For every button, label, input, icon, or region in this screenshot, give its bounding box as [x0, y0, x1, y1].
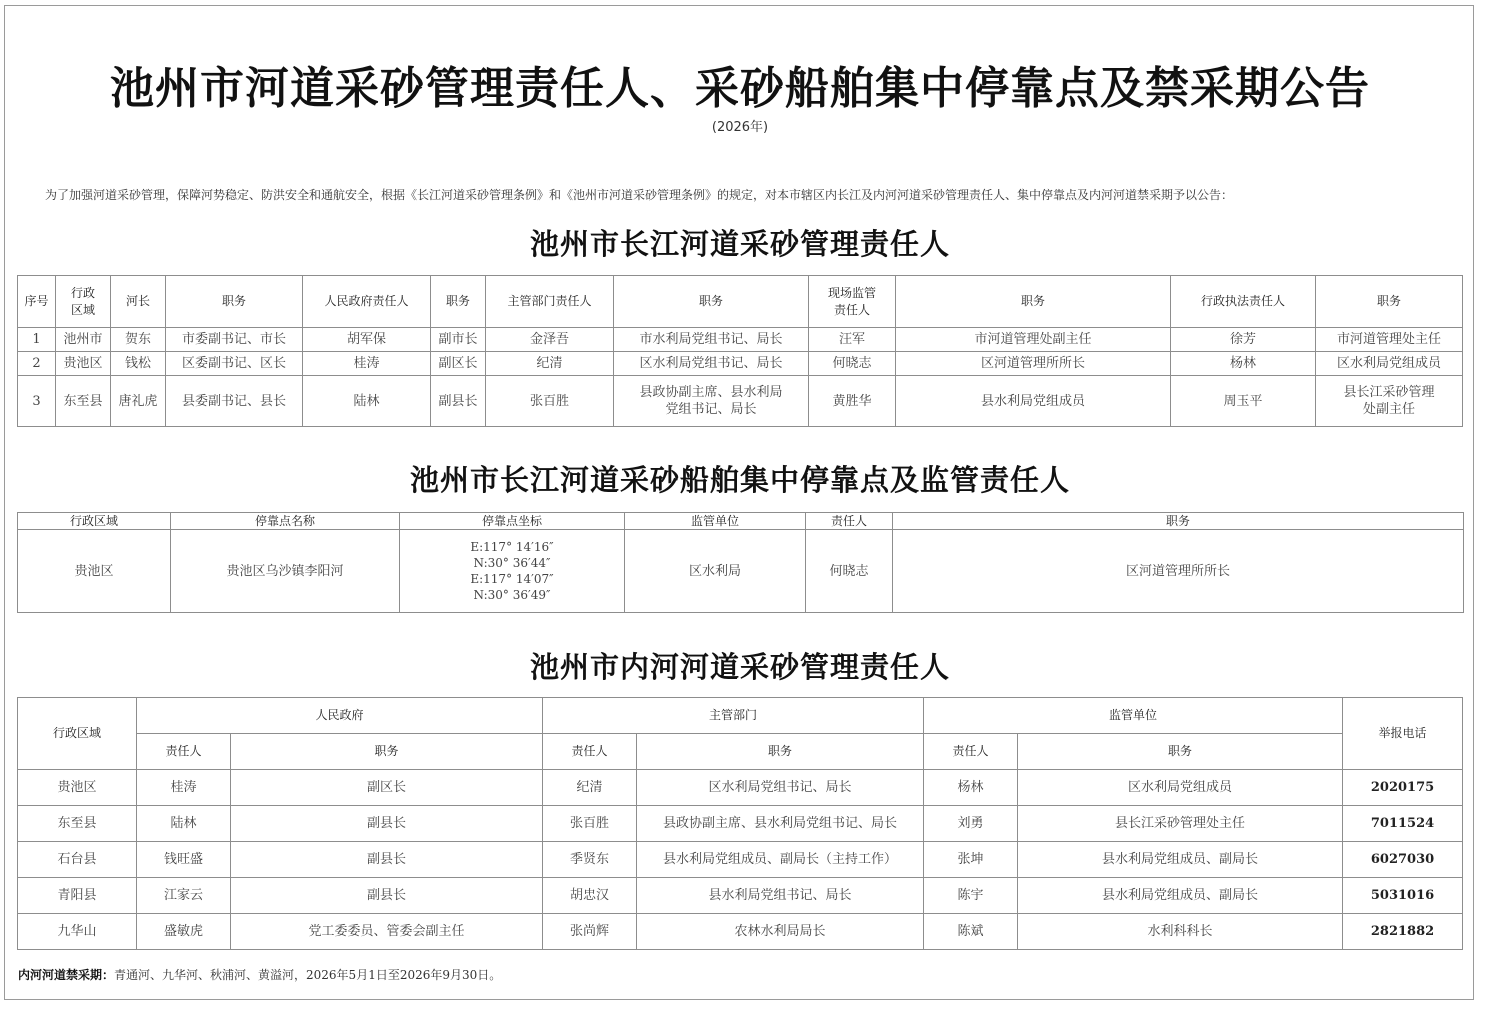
table-cell: 副区长: [431, 352, 486, 376]
table-cell: 盛敏虎: [137, 914, 231, 950]
table-cell: 纪清: [486, 352, 614, 376]
table-cell: 胡忠汉: [543, 878, 637, 914]
table-cell: 副县长: [231, 842, 543, 878]
inland-river-responsible-table: [17, 697, 1463, 950]
table-cell: 贵池区: [18, 770, 137, 806]
table-header-row: [18, 698, 1463, 734]
table-cell: 杨林: [924, 770, 1018, 806]
table-cell: 何晓志: [806, 530, 893, 613]
col-header: 停靠点坐标: [400, 513, 625, 530]
table-cell: 东至县: [56, 376, 111, 427]
year-label: (2026年): [711, 120, 769, 135]
coordinate-line: E:117° 14′16″: [470, 540, 554, 554]
col-header: 河长: [111, 276, 166, 328]
col-header: 责任人: [806, 513, 893, 530]
yangtze-responsible-table: [17, 275, 1463, 427]
section2-title: 池州市长江河道采砂船舶集中停靠点及监管责任人: [409, 463, 1070, 497]
table-cell: 贺东: [111, 328, 166, 352]
table-row: [18, 352, 1463, 376]
phone-cell: 5031016: [1343, 878, 1463, 914]
table-cell: 刘勇: [924, 806, 1018, 842]
table-header-row: [18, 276, 1463, 328]
col-header: 职务: [1018, 734, 1343, 770]
table-cell: 张坤: [924, 842, 1018, 878]
table-cell: 区水利局党组书记、局长: [637, 770, 924, 806]
table-cell: 副县长: [431, 376, 486, 427]
phone-cell: 2020175: [1343, 770, 1463, 806]
table-cell: 江家云: [137, 878, 231, 914]
table-cell: 3: [18, 376, 56, 427]
table-cell: 何晓志: [809, 352, 896, 376]
table-cell: 县委副书记、县长: [166, 376, 303, 427]
col-header: 序号: [18, 276, 56, 328]
table-cell: 纪清: [543, 770, 637, 806]
table-cell: 唐礼虎: [111, 376, 166, 427]
table-cell: 张百胜: [543, 806, 637, 842]
phone-cell: 2821882: [1343, 914, 1463, 950]
col-header: 停靠点名称: [171, 513, 400, 530]
table-row: [18, 530, 1464, 613]
table-cell: 胡军保: [303, 328, 431, 352]
table-cell: 钱松: [111, 352, 166, 376]
table-cell: 农林水利局局长: [637, 914, 924, 950]
table-cell: 陈斌: [924, 914, 1018, 950]
page-title: 池州市河道采砂管理责任人、采砂船舶集中停靠点及禁采期公告: [110, 63, 1370, 114]
section3-title: 池州市内河河道采砂管理责任人: [529, 650, 950, 684]
table-cell: 市委副书记、市长: [166, 328, 303, 352]
table-cell: 钱旺盛: [137, 842, 231, 878]
col-header: 行政区域: [18, 513, 171, 530]
ban-period-note: [18, 966, 501, 983]
table-cell: 贵池区: [56, 352, 111, 376]
table-row: [18, 914, 1463, 950]
col-header: 职务: [231, 734, 543, 770]
table-cell: 1: [18, 328, 56, 352]
table-cell: 区水利局党组成员: [1018, 770, 1343, 806]
table-row: [18, 842, 1463, 878]
col-header: 主管部门责任人: [486, 276, 614, 328]
table-cell: 县水利局党组成员、副局长: [1018, 842, 1343, 878]
col-header: 职务: [614, 276, 809, 328]
table-row: [18, 770, 1463, 806]
table-cell: 池州市: [56, 328, 111, 352]
table-cell: 徐芳: [1171, 328, 1316, 352]
table-cell: 县长江采砂管理处副主任: [1316, 376, 1463, 427]
col-header: 人民政府责任人: [303, 276, 431, 328]
table-cell: 市河道管理处副主任: [896, 328, 1171, 352]
table-row: [18, 878, 1463, 914]
table-cell: 副区长: [231, 770, 543, 806]
col-header: 现场监管责任人: [809, 276, 896, 328]
table-cell: 市河道管理处主任: [1316, 328, 1463, 352]
table-cell: 县政协副主席、县水利局党组书记、局长: [614, 376, 809, 427]
table-cell: 九华山: [18, 914, 137, 950]
table-cell: 区委副书记、区长: [166, 352, 303, 376]
table-cell: 杨林: [1171, 352, 1316, 376]
table-cell: 县水利局党组成员、副局长（主持工作）: [637, 842, 924, 878]
table-cell: 贵池区乌沙镇李阳河: [171, 530, 400, 613]
table-row: [18, 806, 1463, 842]
table-cell: 区河道管理所所长: [893, 530, 1464, 613]
table-cell: 桂涛: [137, 770, 231, 806]
col-header: 职务: [431, 276, 486, 328]
table-cell: 区水利局: [625, 530, 806, 613]
col-header: 行政区域: [56, 276, 111, 328]
ban-period-label: 内河河道禁采期：: [18, 968, 115, 982]
table-cell: 副市长: [431, 328, 486, 352]
coordinate-line: E:117° 14′07″: [470, 572, 554, 586]
col-header: 责任人: [137, 734, 231, 770]
table-cell: 县政协副主席、县水利局党组书记、局长: [637, 806, 924, 842]
table-cell: 汪军: [809, 328, 896, 352]
col-header: 职务: [896, 276, 1171, 328]
table-subheader-row: [18, 734, 1463, 770]
table-cell: 副县长: [231, 878, 543, 914]
table-cell: 青阳县: [18, 878, 137, 914]
table-cell: 陈宇: [924, 878, 1018, 914]
table-cell: 贵池区: [18, 530, 171, 613]
table-cell: 陆林: [137, 806, 231, 842]
table-cell: 水利科科长: [1018, 914, 1343, 950]
table-cell: 陆林: [303, 376, 431, 427]
table-cell: 副县长: [231, 806, 543, 842]
table-cell: 市水利局党组书记、局长: [614, 328, 809, 352]
table-cell: 县水利局党组成员、副局长: [1018, 878, 1343, 914]
coordinate-line: N:30° 36′44″: [473, 556, 551, 570]
group-header: 监管单位: [924, 698, 1343, 734]
mooring-point-table: [17, 512, 1464, 613]
table-cell: 区水利局党组成员: [1316, 352, 1463, 376]
table-cell: 2: [18, 352, 56, 376]
table-cell: 季贤东: [543, 842, 637, 878]
table-row: [18, 328, 1463, 352]
col-header: 职务: [637, 734, 924, 770]
table-cell: 金泽吾: [486, 328, 614, 352]
col-header: 监管单位: [625, 513, 806, 530]
table-cell: 县水利局党组成员: [896, 376, 1171, 427]
table-header-row: [18, 513, 1464, 530]
coordinate-cell: [400, 530, 625, 613]
phone-cell: 6027030: [1343, 842, 1463, 878]
table-cell: 张百胜: [486, 376, 614, 427]
group-header: 人民政府: [137, 698, 543, 734]
table-cell: 县长江采砂管理处主任: [1018, 806, 1343, 842]
table-cell: 张尚辉: [543, 914, 637, 950]
table-cell: 桂涛: [303, 352, 431, 376]
col-header: 责任人: [924, 734, 1018, 770]
coordinate-line: N:30° 36′49″: [473, 588, 551, 602]
group-header: 主管部门: [543, 698, 924, 734]
col-header: 行政区域: [18, 698, 137, 770]
table-cell: 东至县: [18, 806, 137, 842]
table-row: [18, 376, 1463, 427]
table-cell: 黄胜华: [809, 376, 896, 427]
intro-paragraph: 为了加强河道采砂管理，保障河势稳定、防洪安全和通航安全，根据《长江河道采砂管理条例》和《池州市河道采砂管理条例》的规定，对本市辖区内长江及内河河道采砂管理责任人、集中停靠点及内河河道禁采期予以公告：: [45, 188, 1234, 202]
col-header: 举报电话: [1343, 698, 1463, 770]
table-cell: 区水利局党组书记、局长: [614, 352, 809, 376]
table-cell: 区河道管理所所长: [896, 352, 1171, 376]
phone-cell: 7011524: [1343, 806, 1463, 842]
section1-title: 池州市长江河道采砂管理责任人: [529, 227, 950, 261]
col-header: 行政执法责任人: [1171, 276, 1316, 328]
table-cell: 县水利局党组书记、局长: [637, 878, 924, 914]
col-header: 职务: [893, 513, 1464, 530]
col-header: 职务: [1316, 276, 1463, 328]
ban-period-text: 青通河、九华河、秋浦河、黄溢河，2026年5月1日至2026年9月30日。: [114, 968, 502, 982]
table-cell: 党工委委员、管委会副主任: [231, 914, 543, 950]
table-cell: 周玉平: [1171, 376, 1316, 427]
col-header: 责任人: [543, 734, 637, 770]
col-header: 职务: [166, 276, 303, 328]
table-cell: 石台县: [18, 842, 137, 878]
